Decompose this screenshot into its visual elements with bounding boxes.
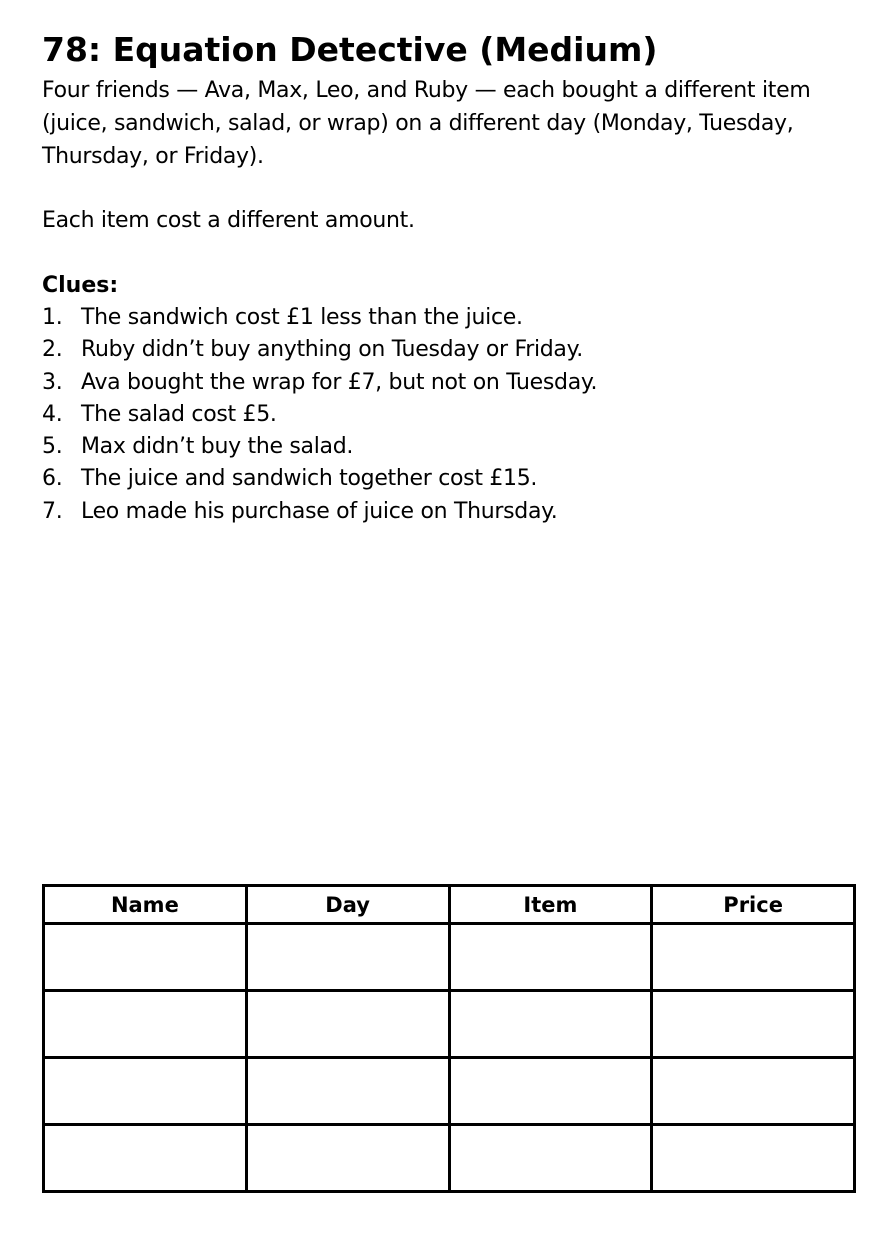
- clue-number: 5.: [42, 434, 63, 460]
- clue-text: The juice and sandwich together cost £15.: [81, 466, 538, 492]
- table-row: [44, 924, 855, 991]
- clue-text: Max didn’t buy the salad.: [81, 434, 354, 460]
- answer-cell-name[interactable]: [44, 1125, 247, 1192]
- table-row: [44, 1058, 855, 1125]
- answer-cell-day[interactable]: [246, 924, 449, 991]
- answer-cell-item[interactable]: [449, 1125, 652, 1192]
- answer-cell-price[interactable]: [652, 991, 855, 1058]
- table-row: [44, 1125, 855, 1192]
- clue-number: 2.: [42, 337, 63, 363]
- clue-number: 7.: [42, 498, 63, 524]
- table-row: [44, 991, 855, 1058]
- clues-heading: Clues:: [42, 273, 119, 298]
- page-title: 78: Equation Detective (Medium): [42, 30, 658, 69]
- clue-number: 4.: [42, 401, 63, 427]
- answer-cell-price[interactable]: [652, 924, 855, 991]
- clue-item: [42, 334, 597, 366]
- clue-number: 1.: [42, 305, 63, 330]
- intro-paragraph: Four friends — Ava, Max, Leo, and Ruby — each bought a different item (juice, sandwich, salad, or wrap) on a different day (Monday, Tuesday, Thursday, or Friday).: [42, 78, 811, 169]
- answer-cell-day[interactable]: [246, 1125, 449, 1192]
- clue-item: [42, 463, 597, 495]
- cost-note: Each item cost a different amount.: [42, 208, 415, 233]
- column-header-name: Name: [44, 886, 247, 924]
- clue-item: [42, 431, 597, 463]
- answer-cell-item[interactable]: [449, 1058, 652, 1125]
- answer-cell-name[interactable]: [44, 991, 247, 1058]
- clue-text: Leo made his purchase of juice on Thursday.: [81, 498, 558, 524]
- clue-item: [42, 367, 597, 399]
- answer-cell-item[interactable]: [449, 991, 652, 1058]
- answer-grid-header-row: [44, 886, 855, 924]
- clue-text: The salad cost £5.: [81, 401, 277, 427]
- clue-item: [42, 399, 597, 431]
- clue-number: 6.: [42, 466, 63, 492]
- answer-grid: [42, 884, 856, 1193]
- answer-cell-day[interactable]: [246, 1058, 449, 1125]
- clue-number: 3.: [42, 369, 63, 395]
- clue-item: [42, 302, 597, 334]
- answer-cell-price[interactable]: [652, 1058, 855, 1125]
- clue-text: Ruby didn’t buy anything on Tuesday or Friday.: [81, 337, 583, 363]
- clue-list: [42, 302, 597, 528]
- column-header-item: Item: [449, 886, 652, 924]
- answer-cell-name[interactable]: [44, 924, 247, 991]
- column-header-price: Price: [652, 886, 855, 924]
- answer-cell-day[interactable]: [246, 991, 449, 1058]
- answer-cell-name[interactable]: [44, 1058, 247, 1125]
- clue-text: The sandwich cost £1 less than the juice.: [81, 305, 523, 330]
- answer-cell-price[interactable]: [652, 1125, 855, 1192]
- answer-cell-item[interactable]: [449, 924, 652, 991]
- clue-text: Ava bought the wrap for £7, but not on Tuesday.: [81, 369, 598, 395]
- clue-item: [42, 496, 597, 528]
- column-header-day: Day: [246, 886, 449, 924]
